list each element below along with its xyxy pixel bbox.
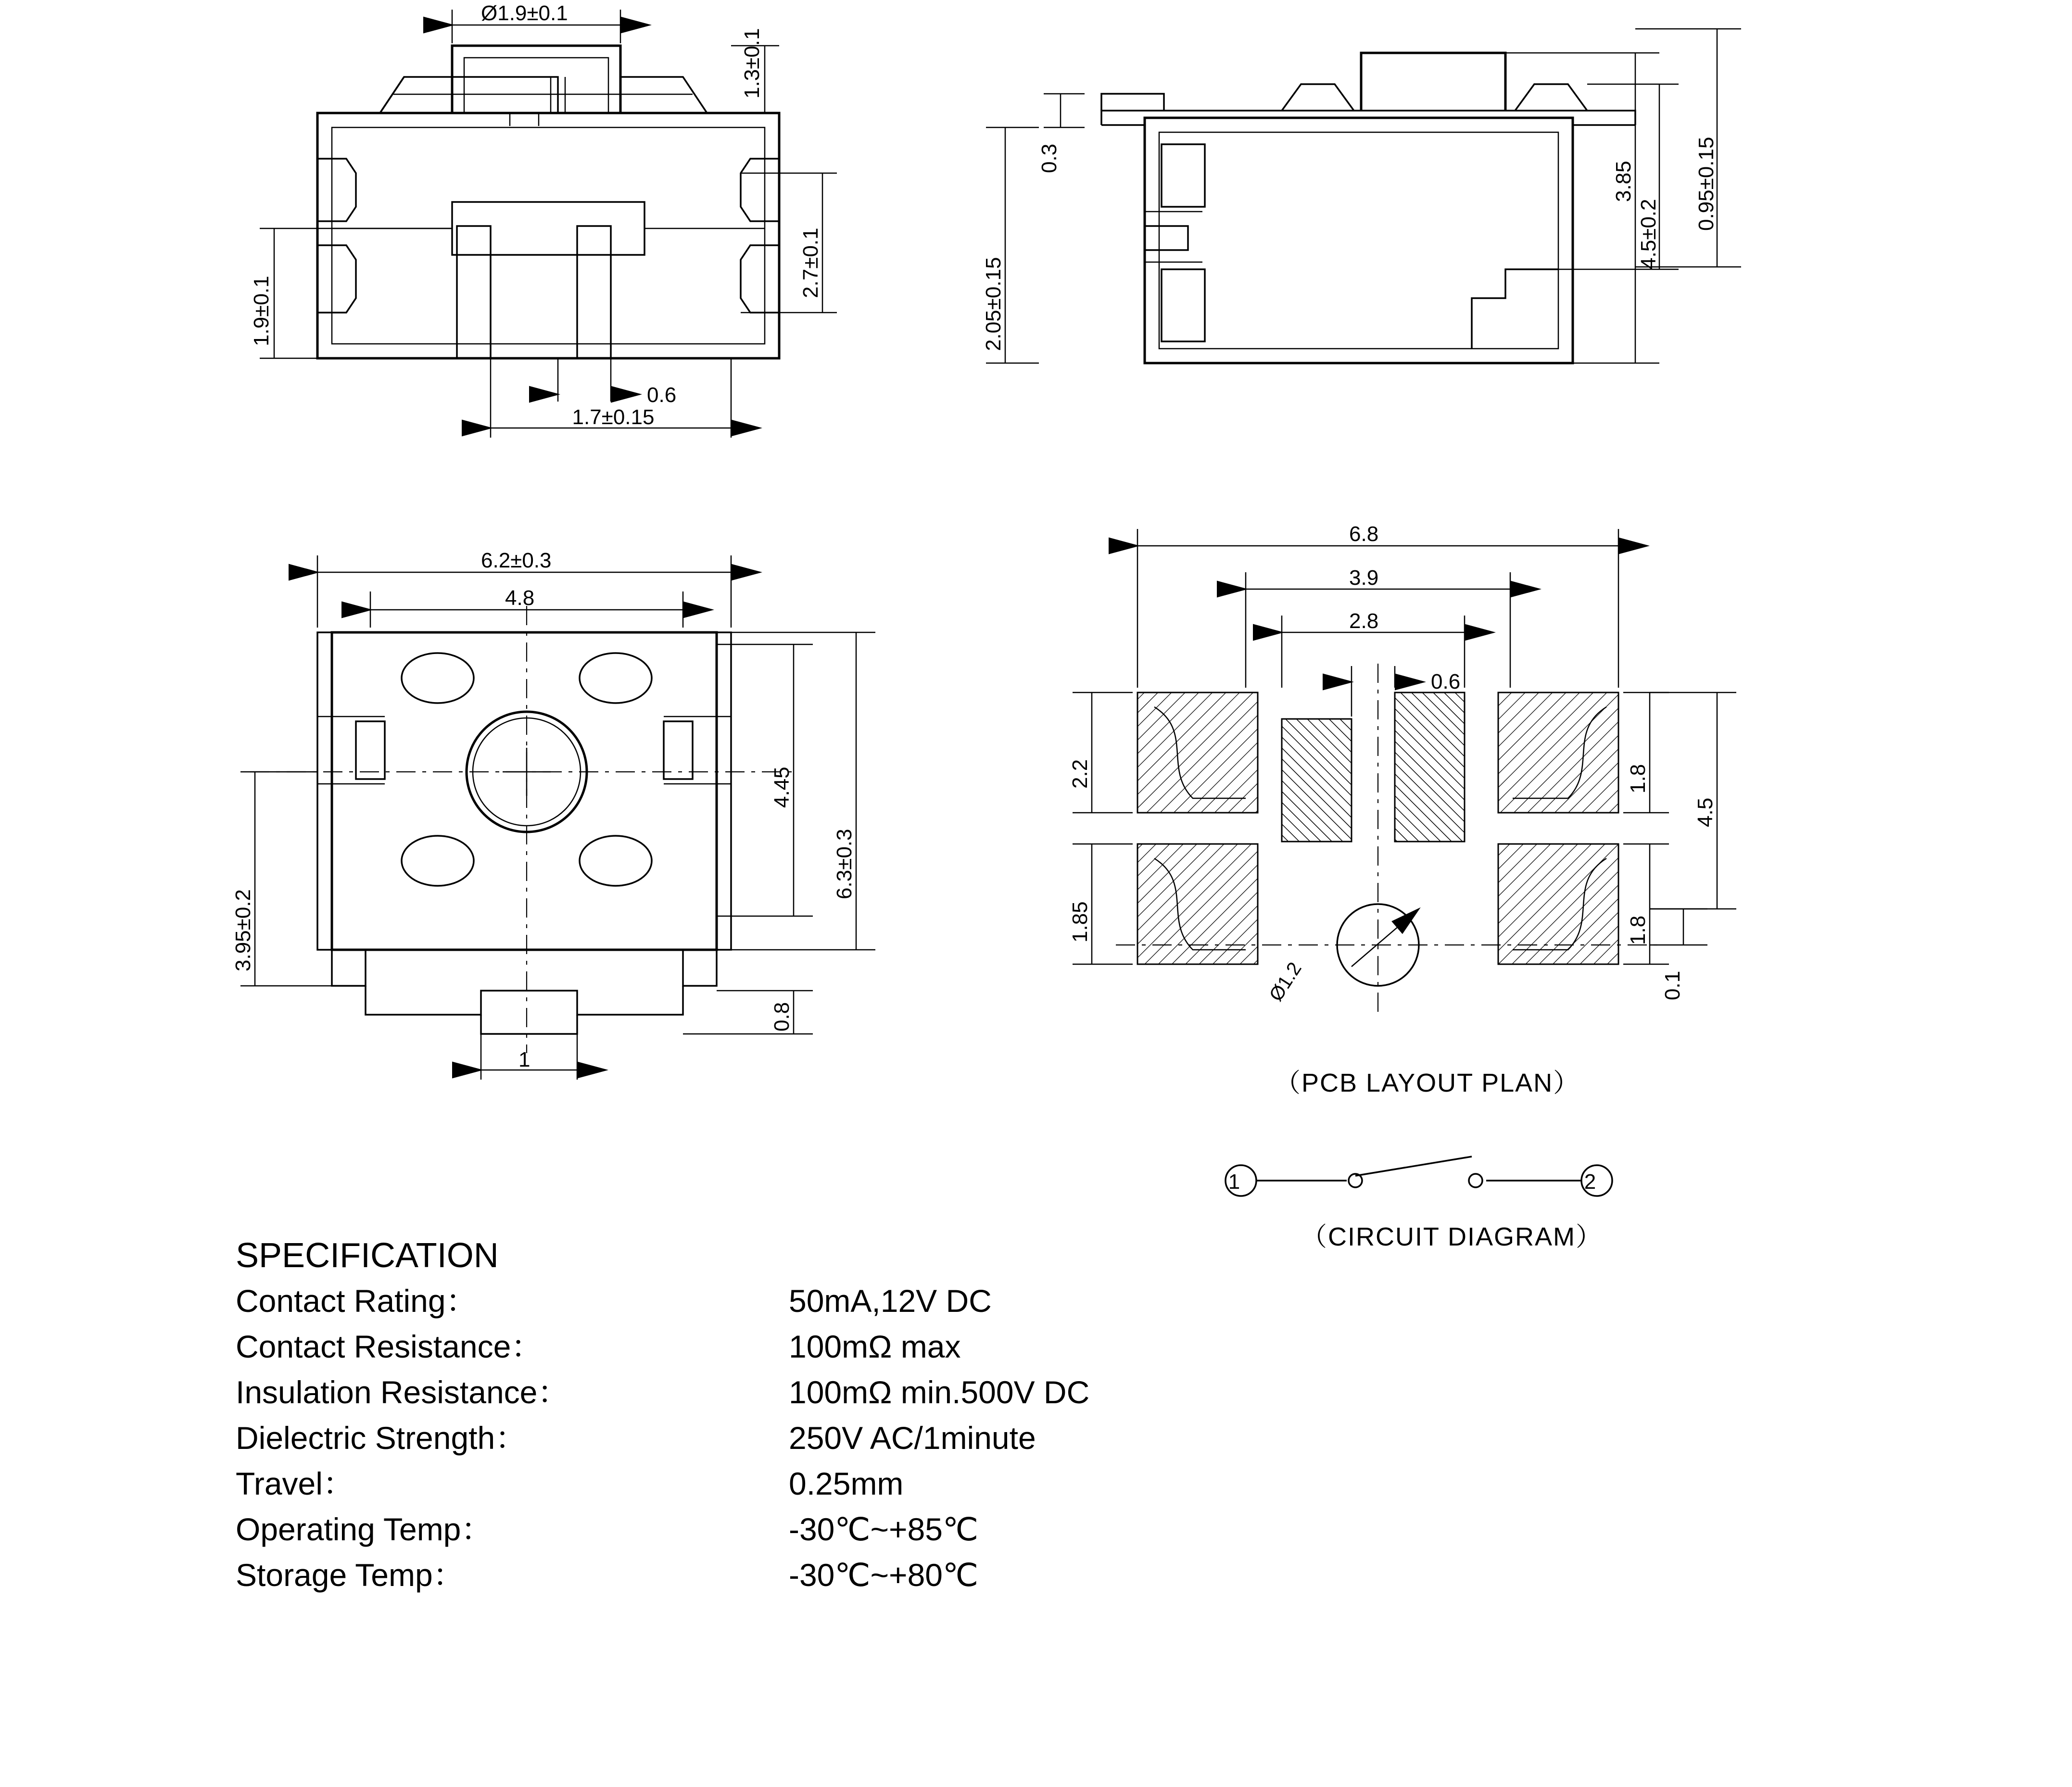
front-elevation-view [250,1,837,438]
dim-pcb-0: 6.8 [1349,522,1379,546]
dim-pcb-7: 1.8 [1626,915,1650,945]
dim-pcb-3: 0.6 [1431,670,1461,693]
spec-row [236,1412,1366,1458]
spec-value: 100mΩ max [789,1329,961,1364]
spec-label: Contact Rating： [236,1283,478,1319]
spec-label: Storage Temp： [236,1557,465,1593]
specification-block [236,1236,1366,1595]
dim-front-3: 1.9±0.1 [250,276,273,346]
spec-label: Travel： [236,1466,354,1501]
dim-top-0: 6.2±0.3 [481,549,552,572]
spec-value: 50mA,12V DC [789,1283,992,1319]
dim-front-0: Ø1.9±0.1 [481,1,568,25]
dim-side-0: 0.3 [1037,143,1061,173]
pcb-layout-plan [1068,522,1736,1097]
dim-pcb-8: 4.5 [1693,797,1717,827]
circuit-diagram-caption: （CIRCUIT DIAGRAM） [1301,1222,1603,1251]
dim-side-1: 2.05±0.15 [982,257,1005,351]
pcb-layout-caption: （PCB LAYOUT PLAN） [1275,1069,1580,1097]
dim-top-6: 1 [518,1048,531,1071]
spec-label: Operating Temp： [236,1511,493,1547]
dim-top-3: 6.3±0.3 [833,829,856,899]
spec-value: 100mΩ min.500V DC [789,1374,1090,1410]
dim-front-4: 0.6 [647,383,677,407]
dim-top-4: 3.95±0.2 [231,889,255,971]
dim-top-1: 4.8 [505,586,535,610]
top-plan-view [231,549,875,1080]
spec-value: -30℃~+85℃ [789,1511,979,1547]
dim-side-3: 4.5±0.2 [1637,199,1660,269]
specification-title: SPECIFICATION [236,1236,499,1275]
dim-front-2: 2.7±0.1 [799,227,822,298]
spec-label: Insulation Resistance： [236,1374,569,1410]
dim-pcb-2: 2.8 [1349,609,1379,633]
dim-pcb-1: 3.9 [1349,566,1379,590]
dim-front-1: 1.3±0.1 [740,28,764,99]
dim-side-4: 0.95±0.15 [1694,137,1718,231]
dim-pcb-9: 0.1 [1661,970,1684,1000]
spec-row [236,1458,1366,1504]
spec-row [236,1321,1366,1367]
spec-value: 0.25mm [789,1466,904,1501]
spec-label: Contact Resistance： [236,1329,543,1364]
spec-row [236,1504,1366,1549]
spec-value: -30℃~+80℃ [789,1557,979,1593]
spec-row [236,1275,1366,1321]
dim-top-2: 4.45 [770,767,794,808]
side-elevation-view [982,29,1741,363]
spec-value: 250V AC/1minute [789,1420,1036,1456]
spec-row [236,1367,1366,1412]
dim-front-5: 1.7±0.15 [572,405,655,429]
dim-side-2: 3.85 [1612,161,1635,202]
spec-label: Dielectric Strength： [236,1420,527,1456]
dim-top-5: 0.8 [770,1002,794,1032]
spec-row [236,1549,1366,1595]
dim-pcb-5: 1.85 [1068,901,1092,943]
circuit-terminal-2: 2 [1584,1170,1596,1194]
dim-pcb-4: 2.2 [1068,759,1092,789]
circuit-terminal-1: 1 [1228,1170,1240,1194]
dim-pcb-6: 1.8 [1626,764,1650,793]
dim-pcb-10: Ø1.2 [1265,958,1306,1005]
